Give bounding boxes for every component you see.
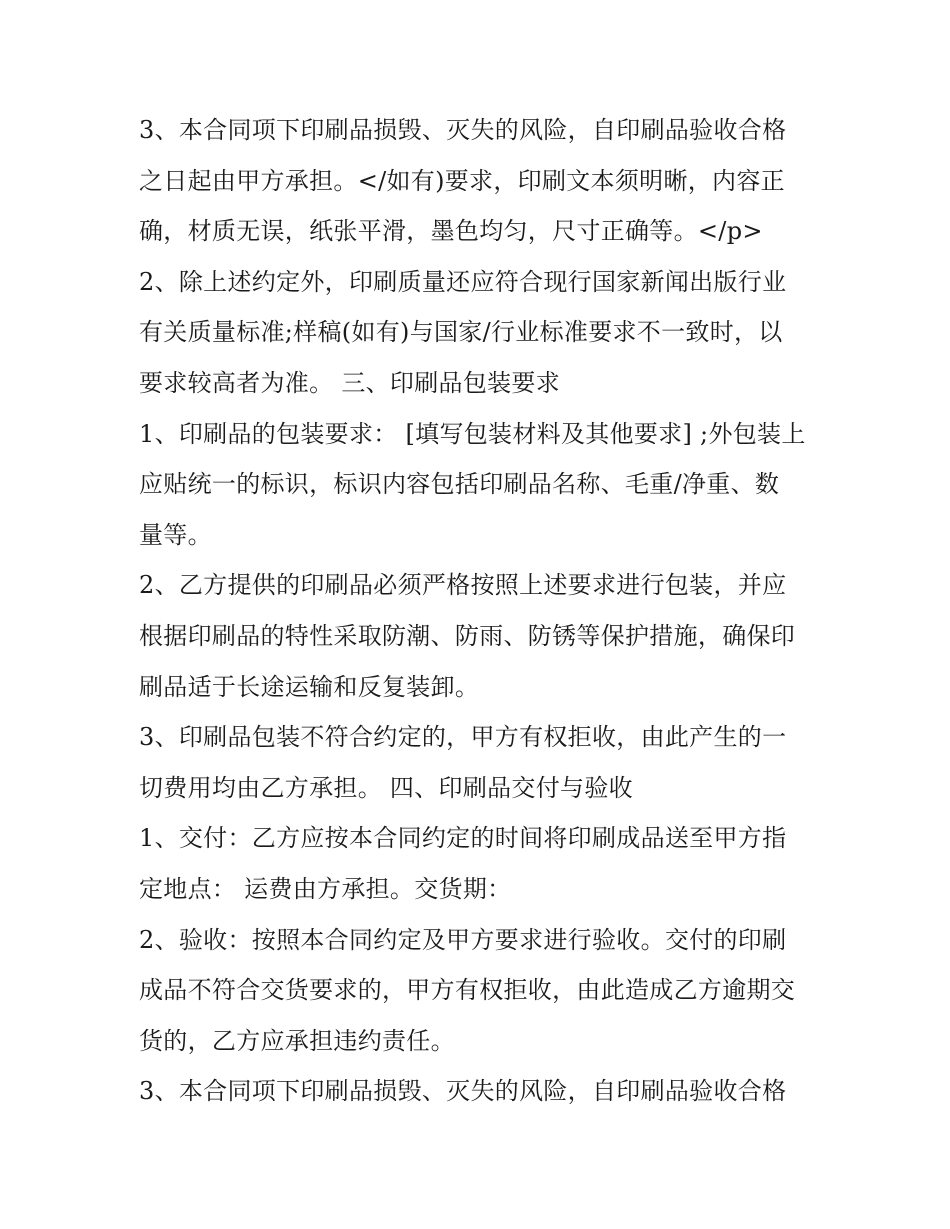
text-line: 应贴统一的标识，标识内容包括印刷品名称、毛重/净重、数 [139,470,780,499]
text-line: 量等。 [139,520,212,549]
contract-text-body [139,105,819,1117]
text-line: 确，材质无误，纸张平滑，墨色均匀，尺寸正确等。</p> [139,217,763,246]
text-line: 3、本合同项下印刷品损毁、灭失的风险，自印刷品验收合格 [139,116,787,144]
text-line: 切费用均由乙方承担。 四、印刷品交付与验收 [139,773,633,802]
text-line: 1、印刷品的包装要求： [填写包装材料及其他要求] ;外包装上 [139,419,806,448]
text-line: 要求较高者为准。 三、印刷品包装要求 [139,368,561,397]
text-line: 3、本合同项下印刷品损毁、灭失的风险，自印刷品验收合格 [139,1077,787,1106]
text-line: 刷品适于长途运输和反复装卸。 [139,672,480,701]
text-line: 有关质量标准;样稿(如有)与国家/行业标准要求不一致时，以 [139,318,783,347]
text-line: 2、验收：按照本合同约定及甲方要求进行验收。交付的印刷 [139,925,787,954]
text-line: 2、乙方提供的印刷品必须严格按照上述要求进行包装，并应 [139,571,787,600]
text-line: 2、除上述约定外，印刷质量还应符合现行国家新闻出版行业 [139,267,787,296]
text-line: 货的，乙方应承担违约责任。 [139,1026,455,1055]
text-line: 定地点： 运费由方承担。交货期： [139,874,512,903]
text-line: 根据印刷品的特性采取防潮、防雨、防锈等保护措施，确保印 [139,621,796,650]
text-line: 成品不符合交货要求的，甲方有权拒收，由此造成乙方逾期交 [139,976,796,1005]
text-line: 1、交付：乙方应按本合同约定的时间将印刷成品送至甲方指 [139,824,787,853]
text-line: 3、印刷品包装不符合约定的，甲方有权拒收，由此产生的一 [139,723,787,752]
text-line: 之日起由甲方承担。</如有)要求，印刷文本须明晰，内容正 [139,166,785,195]
